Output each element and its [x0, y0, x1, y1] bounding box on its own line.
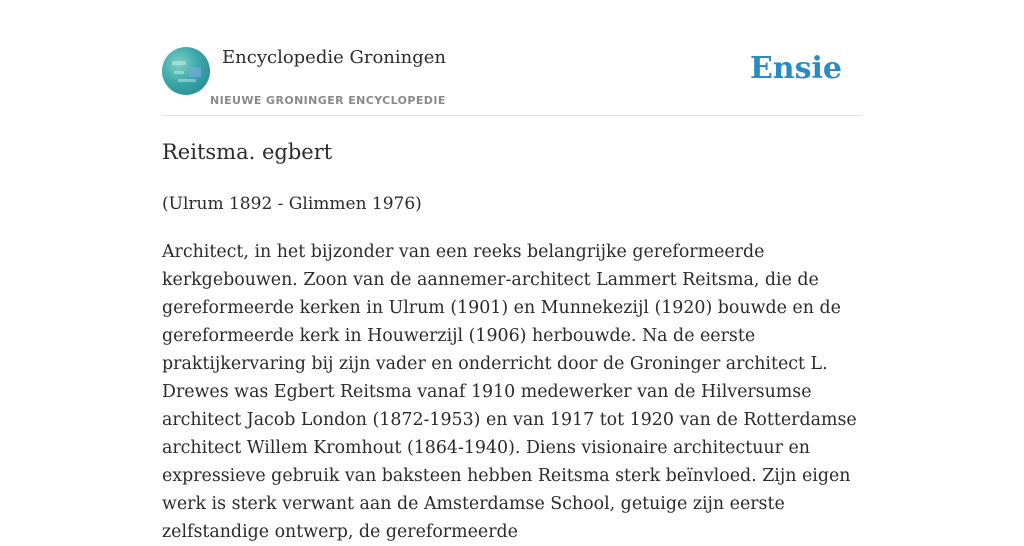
logo-detail [174, 71, 184, 74]
site-header [162, 44, 862, 116]
site-subtitle: NIEUWE GRONINGER ENCYCLOPEDIE [210, 94, 446, 107]
site-logo-icon[interactable] [162, 47, 210, 95]
article-body: Architect, in het bijzonder van een reeks belangrijke gereformeerde kerkgebouwen. Zoon van de aannemer-architect Lammert Reitsma, die de gereformeerde kerken in Ulrum (1901) en Munnekezijl (1920) bouwde en de gereformeerde kerk in Houwerzijl (1906) herbouwde. Na de eerste praktijkervaring bij zijn vader en onderricht door de Groninger architect L. Drewes was Egbert Reitsma vanaf 1910 medewerker van de Hilversumse architect Jacob London (1872-1953) en van 1917 tot 1920 van de Rotterdamse architect Willem Kromhout (1864-1940). Diens visionaire architectuur en expressieve gebruik van baksteen hebben Reitsma sterk beïnvloed. Zijn eigen werk is sterk verwant aan de Amsterdamse School, getuige zijn eerste zelfstandige ontwerp, de gereformeerde [162, 242, 857, 542]
article-lifespan: (Ulrum 1892 - Glimmen 1976) [162, 194, 422, 214]
article-title: Reitsma. egbert [162, 140, 333, 164]
logo-detail [172, 61, 186, 65]
logo-detail [178, 79, 196, 82]
ensie-brand-link[interactable]: Ensie [749, 51, 842, 86]
site-title-link[interactable]: Encyclopedie Groningen [222, 47, 447, 68]
logo-detail [189, 67, 201, 77]
